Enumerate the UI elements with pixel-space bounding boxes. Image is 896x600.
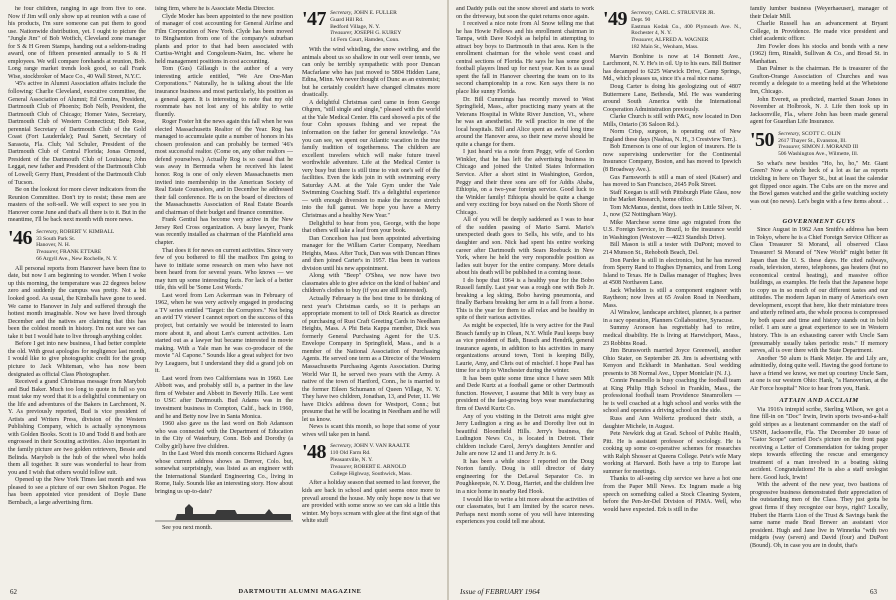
paragraph: All personal reports from Hanover have been fine to date, but now I am beginning to wonder. When I woke up this morning, the temperature was 22 degrees below zero and suddenly the campus was pretty. Not a bit looked good. As usual, the Kimballs have gone to seed. We came to Hanover in July and suffered through the hottest month imaginable. Now we have lived through December and the natives are claiming that this has been the coldest month in history. I'm not sure we can take it but I would hate to live through anything colder.	[8, 265, 146, 340]
secretary-name: ROBERT V. KIMBALL	[59, 228, 115, 235]
paragraph: Jack Wheldon is still a component engineer with Raytheon; now lives at 65 Avalon Road in Needham, Mass.	[603, 287, 741, 309]
paragraph: It has been quite some time since I have seen Milt and Dede Kurtz at a football game or other Dartmouth function. However, I assume that Milt is very busy as president of the fast-growing boys wear manufacturing firm of David Kurtz Co.	[456, 375, 594, 412]
class-header-1948	[302, 443, 440, 477]
paragraph: he four children, ranging in age from five to one. Now if Jim will only show up at reunion with a case of his products, I'm sure someone can put them to good use. Nationwide distribution, yet. I ought to picture the "Jungle Jim" of Bob Wotfich, Cleveland zone manager for S & H Green Stamps, handing out a seldom-trading award, one of fifteen presented annually to S & H employees. We will compare forehands at reunion, Bob. Long range market trends look good, so call Frank Wise, stockbroker of Mace Co., 40 Wall Street, N.Y.C.	[8, 6, 146, 80]
secretary-address: 33 South Park St.	[36, 235, 76, 242]
paragraph: Thanks to all-seeing clip service we have a hot one from the Paper Mill News. Ex Ingram made a big speech on something called a Stock Cleaning System, before the Pen-Jer-Del Division of PIMA. Well, who would have expected. Erk is still in the	[603, 476, 741, 513]
paragraph: Since August in 1962 Ann Smith's address has been in Tokyo, where he is a Chief Foreign Service Officer as Class Treasurer Si Morand, all observed Class Treasurer! Si Morand of "New World" might better fit Japan than the U. S. these days. He cited railways, roads, television, stereo, telephones, gas heaters (but no economical central heating), and massive office buildings, as examples. He feels that the Japanese hope to copy us in so much of our different tastes and our attitudes. The modern Japan in many of America's own development, except that here, like their miniature trees and utterly refined arts, the whole process is compressed by both space and time and history stands out in bold relief. I am sure a great experience to see in Western history. This is an exhausting career with Uncle Sam (presumably usually takes periodic rests." If memory serves, all is over there with the State Department.	[750, 227, 888, 355]
class-officers: Secretary, JOHN V. VAN RAALTE 110 Old Farm Rd. Pleasantville, N. Y. Treasurer, ROBERT E. ARNOLD College Highway, Southwick, Mass.	[330, 443, 412, 477]
class-year: '48	[302, 441, 327, 464]
paragraph: Summy Aronson has regrettably had to retire, medical disability. He is living at Harwichport, Mass., 23 Robbins Road.	[603, 325, 741, 347]
column-5	[603, 6, 741, 584]
paragraph: Connie Penarrello is busy coaching the football team at King Philip High School in Franklin, Mass., the professional football team Providence Steamrollers — he is well coached at a high school and works with the school and operates a driving school on the side.	[603, 378, 741, 415]
campus-sketch-illustration	[155, 500, 293, 522]
paragraph: Clarke Church is still with P&G, now located in Don Mills, Ontario (36 Saloon Rd.).	[603, 114, 741, 128]
column-1-bottom	[8, 266, 146, 508]
paragraph: Jim Fowler does his stocks and bonds with a new (1962) firm, Rinaldi, Sullivan & Co., and Broad St. in Manhattan.	[750, 43, 888, 65]
class-year: '47	[302, 8, 327, 30]
paragraph: Roger Foster hit the news again this fall when he was elected Massachusetts Realtor of the Year. Rog has managed to accumulate quite a number of honors in his chosen profession and can probably be termed '46's most successful realtor. (Come on, any other realtors — defend yourselves.) Actually Rog is so casual that he was away in Bermuda when he received his latest honor. Rog is one of only eleven Massachusetts men invited into membership in the American Society of Real Estate Counselors, and in December he addressed their fall conference. He is on the board of directors of the Massachusetts Association of Real Estate Boards and chairman of their budget and finance committee.	[155, 119, 293, 216]
paragraph: Delightful to hear from you, George, with the hope that others will take a leaf from your book.	[302, 220, 440, 235]
class-officers: Secretary, ROBERT V. KIMBALL 33 South Park St. Hanover, N. H. Treasurer, FRANK ETTARE 66 Argyll Ave., New Rochelle, N. Y.	[36, 228, 118, 263]
paragraph: As might be expected, life is very active for the Paul Brasch family up in Olean, N.Y. While Paul keeps busy as vice president of Bath, Brasch and Hendrik, general insurance agents, in addition to his activities in many organizations around town, Toni is keeping Billy, Laurie, Amy, and Chris out of mischief. I hope Paul has time for a trip to Winchester during the winter.	[456, 322, 594, 375]
paragraph: Bob Emerson is one of our legion of insurers. He is now supervising underwriter for the Continental Insurance Company, Boston, and has moved to Ipswich (8 Broadway Ave.).	[603, 144, 741, 173]
paragraph: All of you will be deeply saddened as I was to hear of the sudden passing of Mario Sarni. Mario's unexpected death goes to Sells, his wife, and to his daughter and son. Nick had spent his entire working career after Dartmouth with Sears Roebuck in New York, where he held the very responsible position as ladies suit buyer for the entire company. More details about his death will be published in a coming issue.	[456, 217, 594, 277]
treasurer-address: 506 Washington Ave., Wilmette, Ill.	[778, 151, 859, 158]
paragraph: Be on the lookout for more clever indicators from the Reunion Committee. Don't try to resist; these men are masters of the soft-sell. We will expect to see you in Hanover come June and that's all there is to it. But in the meantime, I'll be back next month with more news.	[8, 187, 146, 224]
secretary-name: JOHN V. VAN RAALTE	[353, 443, 410, 450]
paragraph: Last word from Len Ackerman was in February of 1962, when he was very actively engaged in producing a TV series entitled "Target: the Corruptors." Not being an avid TV viewer I cannot report on the success of this project, but certainly we would be interested to learn more about it, and about Len's current activities. Len started out as a lawyer but became interested in movie making. With a Yale man he was co-producer of the movie "Al Capone." Sounds like a great subject for two Ivy Leaguers, but I understand they did a grand job on it.	[155, 292, 293, 375]
treasurer-name: FRANK ETTARE	[59, 249, 102, 256]
paragraph: Staff Keegan is still with Pittsburgh Plate Glass, now in the Market Research, home office.	[603, 189, 741, 204]
paragraph: Bill Mason is still a tester with DuPont; moved to 214 Munson St., Rehoboth Beach, Del.	[603, 242, 741, 256]
paragraph: I received a nice note from Al Snow telling me that he has Howie Fellows and his enrollment chairman in Tampa, with Dave Kodyk as helpful in attempting to attract boy boys to Dartmouth in that area. Ken is the enrollment chairman for the whole west coast and central sections of Florida. He says he has some good football players lined up for next year. Ken is as usual spent the fall in Hanover cheering the team on to its second championship in a row. Ken says there is no place like sunny Florida.	[456, 21, 594, 96]
paragraph: So what's new besides "Ho, ho, ho," Mr. Giant Green? Now a whole heck of a lot as far as reports trickling in here on Thayer St., but at least the calendar got flipped once again. The Cubs are on the move and the Bowl games watched and the girlie watching society was out (no news). Let's begin with a few items about . . .	[750, 160, 888, 213]
class-header-1947	[302, 10, 440, 44]
paragraph: Via 1916's intrepid scribe, Sterling Wilson, we got a fine fill-in on "Doc" Irwin, Irwin sports two-and-a-half gold stripes as a lieutenant commander on the staff of USNH, Jacksonville, Fla. The December 20 issue of "Gator Scope" carried Doc's picture on the front page receiving a Letter of Commendation for taking proper steps towards effecting the rescue and emergency treatment of a man involved in a boating skiing accident. Congratulations! He is also a staff urologist here. Good luck, Irwin!	[750, 406, 888, 481]
secretary-address: Guard Hill Rd.	[330, 16, 364, 23]
paragraph: Along with "Beep" O'Shea, we now have two classmates able to give advice on the kind of babies' and children's clothes to buy (if you are still interested).	[302, 273, 440, 295]
secretary-address: Pleasantville, N. Y.	[330, 457, 373, 464]
paragraph: Received a grand Christmas message from Marybob and Bud Baker. Much too long to quote in full so you must take my word that it is a delightful commentary on the life and adventures of the Bakers in Larchmont, N. Y. As previously reported, Bud is vice president of Artists and Writers Press, division of the Western Publishing Company, which is actually synonymous with Golden Books. Scott is 10 and Todd 8 and both are engrossed in their Scouting activities. Also important in the family picture are two golden retrievers, Bessie and Belinda. Marybob is the hub of the wheel who holds them all together. It sure was wonderful to hear from you and I wish that others would follow suit.	[8, 379, 146, 476]
paragraph: ising firm, where he is Associate Media Director.	[155, 6, 275, 12]
column-4	[456, 6, 594, 584]
paragraph: Before I get into new business, I had better complete the old. With great apologies for negligence last month, I would like to give photographic credit for the group picture to Jack Whiteman, who has now been designated as official Class Photographer.	[8, 341, 146, 378]
paragraph: Doug Carter is doing his geologizing out of 4807 Buttermere Lane, Bethesda, Md. He was wandering around South America with the International Cooperation Administration previously.	[603, 83, 741, 113]
paragraph: Dr. Bill Cummings has recently moved to West Springfield, Mass., after practicing many years at the Veterans Hospital in White River Junction, Vt., where he was an anesthetist. He will practice in one of the local hospitals. Bill and Alice spent an awful long time around the Hanover area, so their new move should be quite a change for them.	[456, 96, 594, 148]
column-1	[8, 6, 146, 584]
column-1-top	[8, 6, 146, 225]
paragraph: Russ and Ann Wolfertz produced their sixth, a daughter Michele, in August.	[603, 416, 741, 430]
secretary-address: 110 Old Farm Rd.	[330, 450, 371, 457]
paragraph: Dan Concelson has just been appointed advertising manager for the William Carter Company, Needham Heights, Mass. After Tuck, Dan was with Duncan Hines and then joined Carter's in 1957. Has been in various division until his new appointment.	[302, 235, 440, 272]
secretary-address: Bedford Village, N. Y.	[330, 23, 380, 30]
secretary-name: CARL C. STRUEVER JR.	[654, 10, 716, 16]
treasurer-address: 14 Fern Court, Hamden, Conn.	[330, 37, 400, 44]
page-gutter	[447, 0, 449, 600]
paragraph: Another '50 alum is Hank Meijer. He and Lily are, admittedly, doing quite well. Having the good fortune to have a friend we know, we met up courtesy Uncle Sam, at one is our western Ohio: Hank, "a Hanoverian, at the Air Force hospital" Nice to hear from you, Hank.	[750, 355, 888, 392]
column-3	[302, 6, 440, 584]
treasurer-address: College Highway, Southwick, Mass.	[330, 470, 412, 477]
class-year: '46	[8, 226, 33, 249]
paragraph: Charlie Russell has an advancement at Bryant College, in Providence. He made vice president and chief academic officer.	[750, 21, 888, 43]
paragraph: '45's active in Alumni Association affairs include the following: Charlie Cleveland, executive committee, the General Association of Alumni; Ed Comins, President, Dartmouth Club of Phoenix; Bob Nelb, President, the Dartmouth Club of Chicago; Homer Yates, Secretary, Dartmouth Club of Western Connecticut; Bob Rose, perennial Secretary of Dartmouth Club of the Gold Coast (Fort Lauderdale); Paul Sanett, Secretary of Sarasota, Fla. Club; Val Schuler, President of the Dartmouth Club of Central Florida; Jonas Ormond, President of the Dartmouth Club of Louisiana; John Leggat, new father and President of the Dartmouth Club of Lowell; Gerry Hunt, President of the Dartmouth Club of Tucson.	[8, 81, 146, 186]
paragraph: Norm Crisp, surgeon, is operating out of New England these days (Nashua, N. H., 3 Crestview Terr.).	[603, 129, 741, 143]
subhead-government-guys: GOVERNMENT GUYS	[782, 217, 856, 225]
paragraph: and Daddy pulls out the snow shovel and starts to work on the driveway, but soon the quiet returns once again.	[456, 6, 594, 20]
secretary-address: Hanover, N. H.	[36, 242, 71, 249]
secretary-address: 2617 Thayer St., Evanston, Ill.	[778, 137, 847, 144]
paragraph: After a holiday season that seemed to last forever, the kids are back in school and quiet seems once more to prevail around the house. My only hope now is that we are provided with some snow so we can ski a little this winter. My boys scream with glee at the first sign of that white stuff	[302, 480, 440, 525]
class-header-1946	[8, 226, 146, 263]
paragraph: Mike Marchese some time ago migrated from the U.S. Foreign Service, in Brazil, to the insurance world in Washington (Westover —4023 Standish Drive).	[603, 219, 741, 241]
paragraph: Frank Gentiul has become very active in the New Jersey Red Cross organization. A busy lawyer, Frank was recently installed as chairman of the Plainfield area chapter.	[155, 217, 293, 246]
paragraph: Tom (Gus) Gillaugh is the author of a very interesting article entitled, "We Are One-Man Corporations." Naturally, he is talking about the life insurance business and most particularly, his position as a general agent. It is interesting to note that my old roommate has not lost any of his ability to write fluently.	[155, 66, 293, 118]
column-2	[155, 6, 293, 584]
treasurer-name: SIMON J. MORAND III	[801, 144, 859, 151]
treasurer-address: 66 Argyll Ave., New Rochelle, N. Y.	[36, 256, 118, 263]
secretary-address: Dept. 90	[631, 16, 651, 23]
paragraph: 1960 also gave us the last word on Bob Adamson who was connected with the Department of Education in the City of Waterbury, Conn. Bob and Dorothy (a Colby girl) have five children.	[155, 421, 293, 450]
paragraph: Jim Brunsworth married Joyce Greenwell, another Ohio Stater, on September 28. Jim is advertising with Kenyon and Eckhardt in Manhattan. Soul wedding presents to 38 Normal Ave., Upper Montclair (N. J.).	[603, 348, 741, 377]
paragraph: Don Pardee is still in electronics, but he has moved from Sperry Rand to Hughes Dynamics, and from Long Island to Texas. He is Dallas manager of Hughes; lives at 4508 Northaven Lane.	[603, 257, 741, 287]
paragraph: I would like to write a bit more about the activities of our classmates, but I am limited by the scarce news. Perhaps next month some of you will have interesting experiences you could tell me about.	[456, 496, 594, 526]
class-year: '50	[750, 128, 775, 151]
treasurer-address: 182 Main St., Wenham, Mass.	[631, 43, 699, 50]
magazine-title: DARTMOUTH ALUMNI MAGAZINE	[238, 588, 362, 595]
paragraph: With the advent of the new year, two bastions of progressive business demonstrated their appreciation of the outstanding men of the Class. They just gotta be great firms if they recognize our boys, right? Locally, Hubert the Harris Lion of the Trust & Savings bank the same name made Brad Brewer an assistant vice president. Hugh and Jane live in Winnetka "with two midgets (way (seven) and David (four) and DuPont (Bound). Oh, in case you are in doubt, that's	[750, 482, 888, 549]
paragraph: Last word from two Californians was in 1960. Lee Abbott was, and probably still is, a partner in the law firm of Webster and Abbott in Beverly Hills. Lee went to USC after Dartmouth. Bud Adams was in the investment business in Compton, Calif., back in 1960, and he and Betty now live in Santa Monica.	[155, 375, 293, 420]
class-year: '49	[603, 8, 628, 30]
paragraph: John Everett, as predicted, married Susan Jones in November at Holbrook, N. J. Life then took up in Jacksonville, Fla., where John has been made general agent for Guardian Life Insurance.	[750, 96, 888, 126]
paragraph: Dan Palmer is the chairman. He is treasurer of the Grafton-Orange Association of Churches and was recently a delegate to a meeting held at the Whetstone Inn, Chicago.	[750, 66, 888, 96]
secretary-name: JOHN E. FULLER	[353, 10, 397, 16]
paragraph: I just heard via a note from Peggy, wife of Gordon Winkler, that he has left the advertising business in Chicago and joined the United States Information Service. After a short stint in Washington, Gordon, Peggy and their three sons are off for Addis Ababa, Ethiopia, on a two-year foreign service. Good luck to the Winkler family! Ethiopia should be quite a change and very exciting for boys raised on the North Shore of Chicago.	[456, 149, 594, 216]
paragraph: I do hope that 1964 is a healthy year for the Bobo Russell family. Last year was a rough one with Bob Jr. breaking a leg skiing, Bobo having pneumonia, and finally Barbara breaking her arm in a fall from a horse. This is the year for them to all relax and be healthy in spite of their various activities.	[456, 277, 594, 322]
paragraph: That does it for news on current activities. Since very few of you bothered to fill the mailbox I'm going to have to initiate some research on men who have not been heard from for several years. Who knows — we may turn up some interesting facts. For lack of a better title, this will be 'Some Lost Words.'	[155, 247, 293, 292]
paragraph: With the wind whistling, the snow swirling, and the animals about us so shallow in our well over tennis, we can only be terribly sympathetic with poor Duncan Macfarlane who has just moved to 5804 Hidden Lane, Edina, Minn. We never thought of Dunc as an extremist; but he certainly couldn't have changed climates more drastically.	[302, 46, 440, 99]
paragraph: Tom McManus, dentist, does teeth in Little Silver, N. J., now (52 Nottingham Way).	[603, 204, 741, 219]
paragraph: Marvin Bonbine is now at 14 Bonnett Ave., Larchmont, N. Y. He's in oil. Up to his ears. Bill Buttner has decamped to 6225 Warwick Drive, Camp Springs, Md., which pleases us, since it's a real nice name.	[603, 53, 741, 83]
page-number-right: 63	[870, 588, 877, 596]
class-officers: Secretary, JOHN E. FULLER Guard Hill Rd. Bedford Village, N. Y. Treasurer, JOSEPH G. KUREY 14 Fern Court, Hamden, Conn.	[330, 10, 402, 44]
class-officers: Secretary, CARL C. STRUEVER JR. Dept. 90 Eastman Kodak Co., 400 Plymouth Ave. N., Rochester 4, N. Y. Treasurer, ALFRED A. WAGNER 182 Main St., Wenham, Mass.	[631, 10, 741, 50]
paragraph: Any of you visiting in the Detroit area might give Jerry Ludington a ring as he and Dorothy live out in beautiful Bloomfield Hills. Jerry's business, the Ludington News Co., is located in Detroit. Their children include Carol, Jerry's daughters Jennifer and Julie are now 12 and 11 and Jerry Jr. is 6.	[456, 413, 594, 458]
paragraph: Clyde Moder has been appointed to the new position of manager of cost accounting for General Airline and Film Corporation of New York. Clyde has been moved to Binghamton from one of the company's suburban plants and prior to that had been associated with Curtiss-Wright and Congoleum-Nairn, Inc. where he held management positions in cost accounting.	[155, 13, 293, 65]
treasurer-name: ROBERT E. ARNOLD	[353, 463, 407, 470]
class-officers: Secretary, SCOTT C. OLIN 2617 Thayer St., Evanston, Ill. Treasurer, SIMON J. MORAND III 506 Washington Ave., Wilmette, Ill.	[778, 130, 859, 158]
paragraph: See you next month.	[162, 524, 213, 531]
paragraph: It has been a while since I reported on the Doug Norton family. Doug is still director of dairy engineering for the DeLaval Separator Co. in Poughkeepsie, N. Y. Doug, Harriet, and the children live in a nice home in nearby Red Hook.	[456, 458, 594, 495]
column-6	[750, 6, 888, 584]
paragraph: News is scant this month, so hope that some of your wives will take pen in hand.	[302, 424, 440, 438]
paragraph: Al Winslow, landscape architect, planner, is a partner in a racy operation, Planners Collaborative, Syracuse.	[603, 310, 741, 324]
paragraph: In the Last Word this month concerns Richard Agnes whose current address shows as Denver, Colo. but, somewhat surprisingly, was listed as an engineer with the International Standard Engineering Co., living in Rome, Italy. Sounds like an interesting story. How about bringing us up-to-date?	[155, 451, 293, 495]
treasurer-name: JOSEPH G. KUREY	[353, 30, 402, 37]
paragraph: Opened up the New York Times last month and was pleased to see a picture of our own Shelton Pogue. He has been appointed vice president of Doyle Dane Bernbach, a large advertising firm.	[8, 477, 146, 506]
page-number-left: 62	[10, 588, 17, 596]
paragraph: Actually February is the best time to be thinking of next year's Christmas cards, so it is perhaps an appropriate moment to tell of Dick Rearick as director of purchasing of Rust Craft Greeting Cards in Needham Heights, Mass. A Phi Beta Kappa member, Dick was formerly General Purchasing Agent for the U.S. Envelope Company in Springfield, Mass., and is a member of the National Association of Purchasing Agents. He served one term as a Director of the Western Massachusetts Purchasing Agents Association. During World War II, he served two years with the Army. A native of the town of Hartford, Conn., he is married to the former Eileen Schumann of Queen Village, N. Y. They have two children, Jonathan, 13, and Peter, 11. We have Dick's address down for Westport, Conn.; but presume that he will be locating in Needham and he will let us know.	[302, 296, 440, 423]
paragraph: Pete Newkirk dug at Grad. School of Public Health, Pitt. He is assistant professor of sociology. He is cooking up some co-operative schemes for researches with Ralph Shosser at Queens College. Pete's wife Mary working at Harvard. Both have a trip to Europe last summer for meetings.	[603, 431, 741, 475]
paragraph: Gus Farnsworth is still a man of steel (Kaiser) and has moved to San Francisco, 2645 Polk Street.	[603, 174, 741, 189]
issue-date: Issue of FEBRUARY 1964	[460, 587, 540, 596]
class-header-1950	[750, 128, 888, 158]
subhead-attain-and-acclaim: ATTAIN AND ACCLAIM	[779, 397, 859, 405]
paragraph: family lumber business (Weyerhaeuser), manager of their Delair Mill.	[750, 6, 888, 20]
secretary-address: Eastman Kodak Co., 400 Plymouth Ave. N., Rochester 4, N. Y.	[631, 23, 741, 37]
paragraph: A delightful Christmas card came in from George Ohgren, "still single and single," pleased with the world at the Yale Medical Center. His card showed a pix of the four Cohn spouses fishing and we repeat the information on the father for general knowledge. "As you can see, we spent our Atlantic vacation in the true family tradition of togetherness. The children are excellent travelers which will make future travel worthwhile adventure. Life at the Medical Center is very busy but there is still time to visit one's self of the facilities. Even the kids join in with swimming every Saturday A.M. at the Yale Gym under the Yale Swimming Coaching Staff. It's a delightful experience — with enough diversion to make the income stretch into the full gamut. We hope you have a Merry Christmas and a healthy New Year."	[302, 99, 440, 220]
treasurer-name: ALFRED A. WAGNER	[654, 37, 709, 44]
secretary-name: SCOTT C. OLIN	[801, 130, 841, 137]
class-header-1949	[603, 10, 741, 51]
